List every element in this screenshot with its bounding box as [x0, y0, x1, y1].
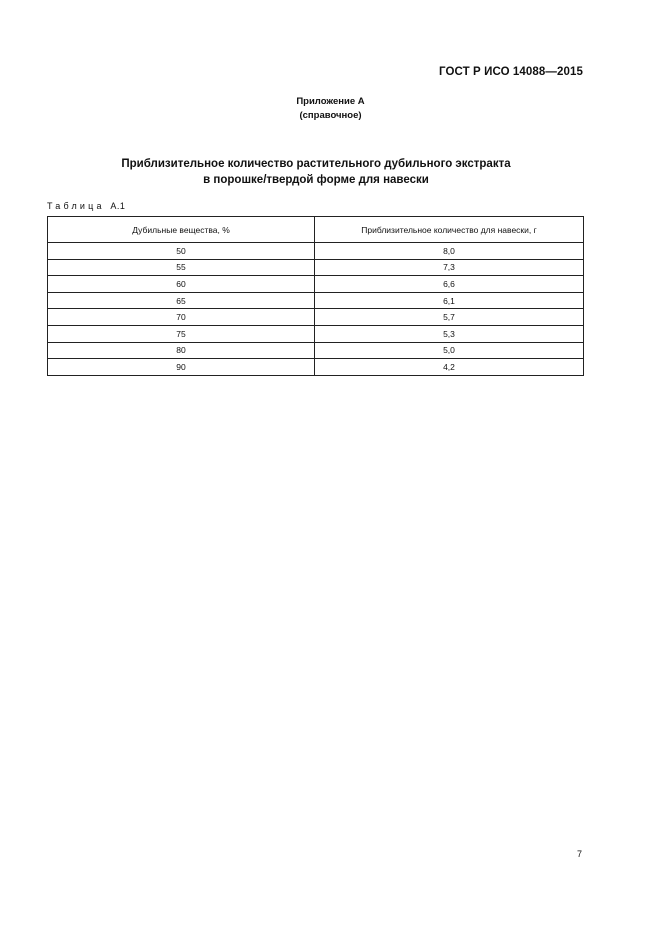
table-caption-word: Таблица: [47, 201, 105, 211]
appendix-type: (справочное): [299, 110, 362, 121]
table-cell-tannins: 70: [48, 309, 315, 326]
table-cell-tannins: 60: [48, 276, 315, 293]
table-cell-amount: 5,0: [315, 342, 584, 359]
table-caption: [47, 201, 125, 211]
table-cell-tannins: 90: [48, 359, 315, 376]
table-cell-tannins: 50: [48, 243, 315, 260]
page-number: 7: [576, 849, 582, 859]
appendix-title-line-1: Приблизительное количество растительного дубильного экстракта: [121, 158, 511, 170]
table-cell-tannins: 80: [48, 342, 315, 359]
table-row: [48, 292, 584, 309]
table-cell-amount: 5,3: [315, 325, 584, 342]
appendix-title-line-2: в порошке/твердой форме для навески: [203, 174, 429, 186]
table-row: [48, 342, 584, 359]
appendix-label: Приложение А: [296, 96, 365, 107]
table-cell-amount: 7,3: [315, 259, 584, 276]
table-row: [48, 359, 584, 376]
table-header-row: [48, 217, 584, 243]
table-cell-amount: 6,1: [315, 292, 584, 309]
table-cell-tannins: 65: [48, 292, 315, 309]
table-row: [48, 276, 584, 293]
data-table: [47, 216, 584, 376]
appendix-heading: [0, 95, 661, 123]
column-header-tannins: Дубильные вещества, %: [48, 217, 315, 243]
table-cell-amount: 5,7: [315, 309, 584, 326]
table-cell-amount: 4,2: [315, 359, 584, 376]
table-cell-amount: 8,0: [315, 243, 584, 260]
table-cell-amount: 6,6: [315, 276, 584, 293]
column-header-amount: Приблизительное количество для навески, г: [315, 217, 584, 243]
table-cell-tannins: 55: [48, 259, 315, 276]
table-caption-number: А.1: [110, 201, 126, 211]
standard-code: ГОСТ Р ИСО 14088—2015: [438, 66, 583, 78]
table-row: [48, 259, 584, 276]
table-row: [48, 309, 584, 326]
table-cell-tannins: 75: [48, 325, 315, 342]
table-row: [48, 243, 584, 260]
appendix-title: [0, 156, 632, 188]
table-row: [48, 325, 584, 342]
